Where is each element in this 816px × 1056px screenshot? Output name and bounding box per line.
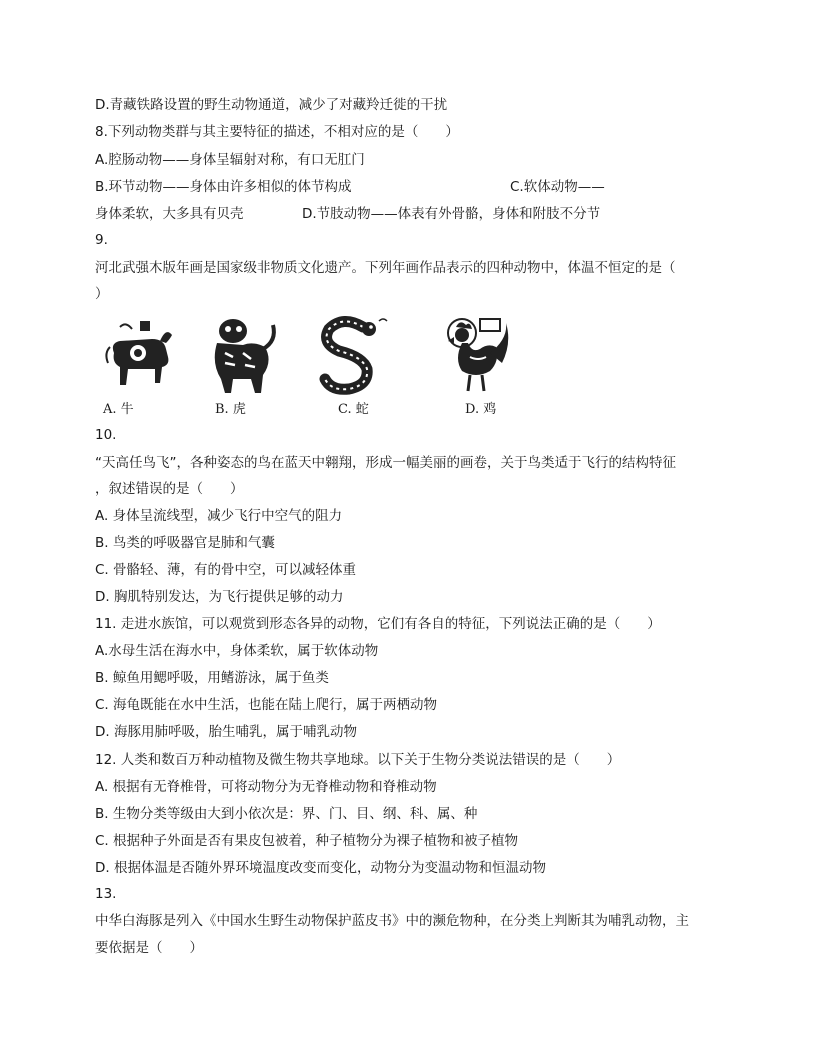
- q9-stem-line1: 河北武强木版年画是国家级非物质文化遗产。下列年画作品表示的四种动物中，体温不恒定的是（: [95, 260, 676, 276]
- q11-stem: 11. 走进水族馆，可以观赏到形态各异的动物，它们有各自的特征，下列说法正确的是（ ）: [95, 616, 661, 632]
- q13-stem-line2: 要依据是（ ）: [95, 940, 203, 956]
- q10-option-a: A. 身体呈流线型，减少飞行中空气的阻力: [95, 508, 343, 524]
- q12-option-a: A. 根据有无脊椎骨，可将动物分为无脊椎动物和脊椎动物: [95, 779, 437, 795]
- tiger-woodcut-image: [203, 313, 281, 397]
- q10-option-d: D. 胸肌特别发达，为飞行提供足够的动力: [95, 589, 344, 605]
- q12-stem: 12. 人类和数百万种动植物及微生物共享地球。以下关于生物分类说法错误的是（ ）: [95, 752, 621, 768]
- q10-option-c: C. 骨骼轻、薄，有的骨中空，可以减轻体重: [95, 562, 357, 578]
- q11-option-b: B. 鲸鱼用鳃呼吸，用鳍游泳，属于鱼类: [95, 670, 329, 686]
- q8-option-c-start: C.软体动物——: [510, 179, 605, 195]
- woodcut-animals-figure: [95, 313, 515, 421]
- q12-option-d: D. 根据体温是否随外界环境温度改变而变化，动物分为变温动物和恒温动物: [95, 860, 546, 876]
- q10-option-b: B. 鸟类的呼吸器官是肺和气囊: [95, 535, 275, 551]
- q8-stem: 8.下列动物类群与其主要特征的描述，不相对应的是（ ）: [95, 124, 459, 140]
- q13-number: 13.: [95, 886, 117, 902]
- rooster-woodcut-image: [440, 313, 518, 397]
- q12-option-c: C. 根据种子外面是否有果皮包被着，种子植物分为裸子植物和被子植物: [95, 833, 519, 849]
- figure-caption-b: B. 虎: [215, 402, 246, 417]
- q8-option-b: B.环节动物——身体由许多相似的体节构成: [95, 179, 352, 195]
- q9-stem-line2: ）: [95, 286, 109, 302]
- q13-stem-line1: 中华白海豚是列入《中国水生野生动物保护蓝皮书》中的濒危物种，在分类上判断其为哺乳动物，主: [95, 913, 689, 929]
- q11-option-c: C. 海龟既能在水中生活，也能在陆上爬行，属于两栖动物: [95, 697, 438, 713]
- q11-option-a: A.水母生活在海水中，身体柔软，属于软体动物: [95, 643, 379, 659]
- q10-number: 10.: [95, 427, 117, 443]
- q8-option-a: A.腔肠动物——身体呈辐射对称，有口无肛门: [95, 152, 365, 168]
- figure-caption-d: D. 鸡: [465, 402, 497, 417]
- snake-woodcut-image: [313, 313, 391, 397]
- q7-option-d: D.青藏铁路设置的野生动物通道，减少了对藏羚迁徙的干扰: [95, 97, 448, 113]
- figure-caption-a: A. 牛: [103, 402, 134, 417]
- q9-number: 9.: [95, 232, 108, 248]
- figure-caption-c: C. 蛇: [338, 402, 369, 417]
- q10-stem-line2: ，叙述错误的是（ ）: [95, 481, 244, 497]
- q10-stem-line1: “天高任鸟飞”，各种姿态的鸟在蓝天中翱翔，形成一幅美丽的画卷，关于鸟类适于飞行的结构特征: [95, 455, 676, 471]
- q8-option-d: D.节肢动物——体表有外骨骼，身体和附肢不分节: [302, 206, 601, 222]
- q8-option-c-cont: 身体柔软，大多具有贝壳: [95, 206, 244, 222]
- q11-option-d: D. 海豚用肺呼吸，胎生哺乳，属于哺乳动物: [95, 724, 357, 740]
- q12-option-b: B. 生物分类等级由大到小依次是：界、门、目、纲、科、属、种: [95, 806, 478, 822]
- ox-woodcut-image: [100, 313, 178, 397]
